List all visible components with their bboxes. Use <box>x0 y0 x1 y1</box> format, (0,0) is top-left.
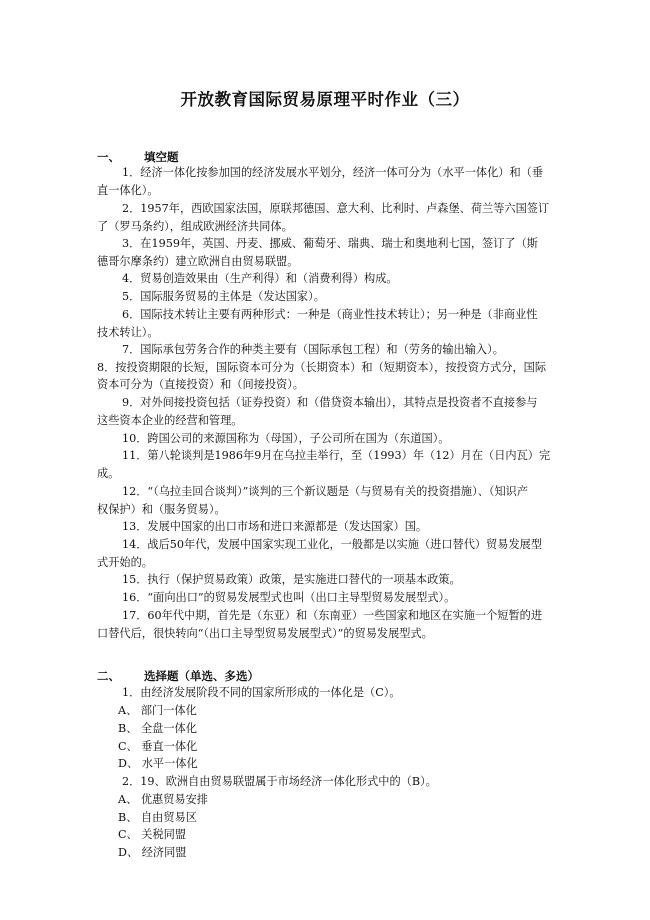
text-line: 直一体化）。 <box>97 184 159 197</box>
text-line: 15．执行（保护贸易政策）政策，是实施进口替代的一项基本政策。 <box>122 573 461 586</box>
option-line: D、 水平一体化 <box>118 757 198 770</box>
section-title: 选择题（单选、多选） <box>144 669 259 683</box>
text-line: 3．在1959年，英国、丹麦、挪威、葡萄牙、瑞典、瑞士和奥地利七国，签订了（斯 <box>122 237 538 250</box>
text-line: 口替代后，很快转向“（出口主导型贸易发展型式）”的贸易发展型式。 <box>97 627 433 640</box>
section-heading-fill-blank <box>97 149 179 165</box>
option-line: A、 部门一体化 <box>118 704 197 717</box>
text-line: 10．跨国公司的来源国称为（母国），子公司所在国为（东道国）。 <box>122 432 450 445</box>
text-line: 9．对外间接投资包括（证券投资）和（借贷资本输出），其特点是投资者不直接参与 <box>122 396 538 409</box>
text-line: 16．“面向出口”的贸易发展型式也叫（出口主导型贸易发展型式）。 <box>122 591 456 604</box>
text-line: 14．战后50年代，发展中国家实现工业化，一般都是以实施（进口替代）贸易发展型 <box>122 538 543 551</box>
text-line: 1．经济一体化按参加国的经济发展水平划分，经济一体可分为（水平一体化）和（垂 <box>122 166 544 179</box>
text-line: 4．贸易创造效果由（生产利得）和（消费利得）构成。 <box>122 272 398 285</box>
text-line: 式开始的。 <box>97 556 153 569</box>
text-line: 了（罗马条约），组成欧洲经济共同体。 <box>97 220 293 233</box>
text-line: 8．按投资期限的长短，国际资本可分为（长期资本）和（短期资本），按投资方式分，国际 <box>97 361 547 374</box>
section-number: 一、 <box>97 150 120 164</box>
text-line: 技术转让）。 <box>97 326 159 339</box>
option-line: C、 关税同盟 <box>118 828 187 841</box>
text-line: 德哥尔摩条约）建立欧洲自由贸易联盟。 <box>97 255 299 268</box>
section-heading-choice <box>97 668 259 684</box>
text-line: 2．1957年，西欧国家法国，原联邦德国、意大利、比利时、卢森堡、荷兰等六国签订 <box>122 202 550 215</box>
text-line: 13．发展中国家的出口市场和进口来源都是（发达国家）国。 <box>122 520 428 533</box>
option-line: D、 经济同盟 <box>118 846 187 859</box>
text-line: 12．“（乌拉圭回合谈判）”谈判的三个新议题是（与贸易有关的投资措施）、（知识产 <box>122 485 529 498</box>
text-line: 11．第八轮谈判是1986年9月在乌拉圭举行，至（1993）年（12）月在（日内瓦）完 <box>122 449 551 462</box>
text-line: 17．60年代中期，首先是（东亚）和（东南亚）一些国家和地区在实施一个短暂的进 <box>122 609 543 622</box>
option-line: A、 优惠贸易安排 <box>118 793 208 806</box>
page-title: 开放教育国际贸易原理平时作业（三） <box>180 90 470 109</box>
text-line: 7．国际承包劳务合作的种类主要有（国际承包工程）和（劳务的输出输入）。 <box>122 343 504 356</box>
option-line: B、 自由贸易区 <box>118 811 197 824</box>
text-line: 这些资本企业的经营和管理。 <box>97 414 243 427</box>
question-line: 2．19、欧洲自由贸易联盟属于市场经济一体化形式中的（B）。 <box>122 775 437 788</box>
option-line: B、 全盘一体化 <box>118 722 197 735</box>
text-line: 权保护）和（服务贸易）。 <box>97 503 226 516</box>
section-number: 二、 <box>97 669 120 683</box>
option-line: C、 垂直一体化 <box>118 740 198 753</box>
text-line: 资本可分为（直接投资）和（间接投资）。 <box>97 378 304 391</box>
section-title: 填空题 <box>144 150 179 164</box>
text-line: 成。 <box>97 467 120 480</box>
text-line: 5．国际服务贸易的主体是（发达国家）。 <box>122 290 325 303</box>
text-line: 6．国际技术转让主要有两种形式：一种是（商业性技术转让）；另一种是（非商业性 <box>122 308 538 321</box>
question-line: 1．由经济发展阶段不同的国家所形成的一体化是（C）。 <box>122 686 401 699</box>
